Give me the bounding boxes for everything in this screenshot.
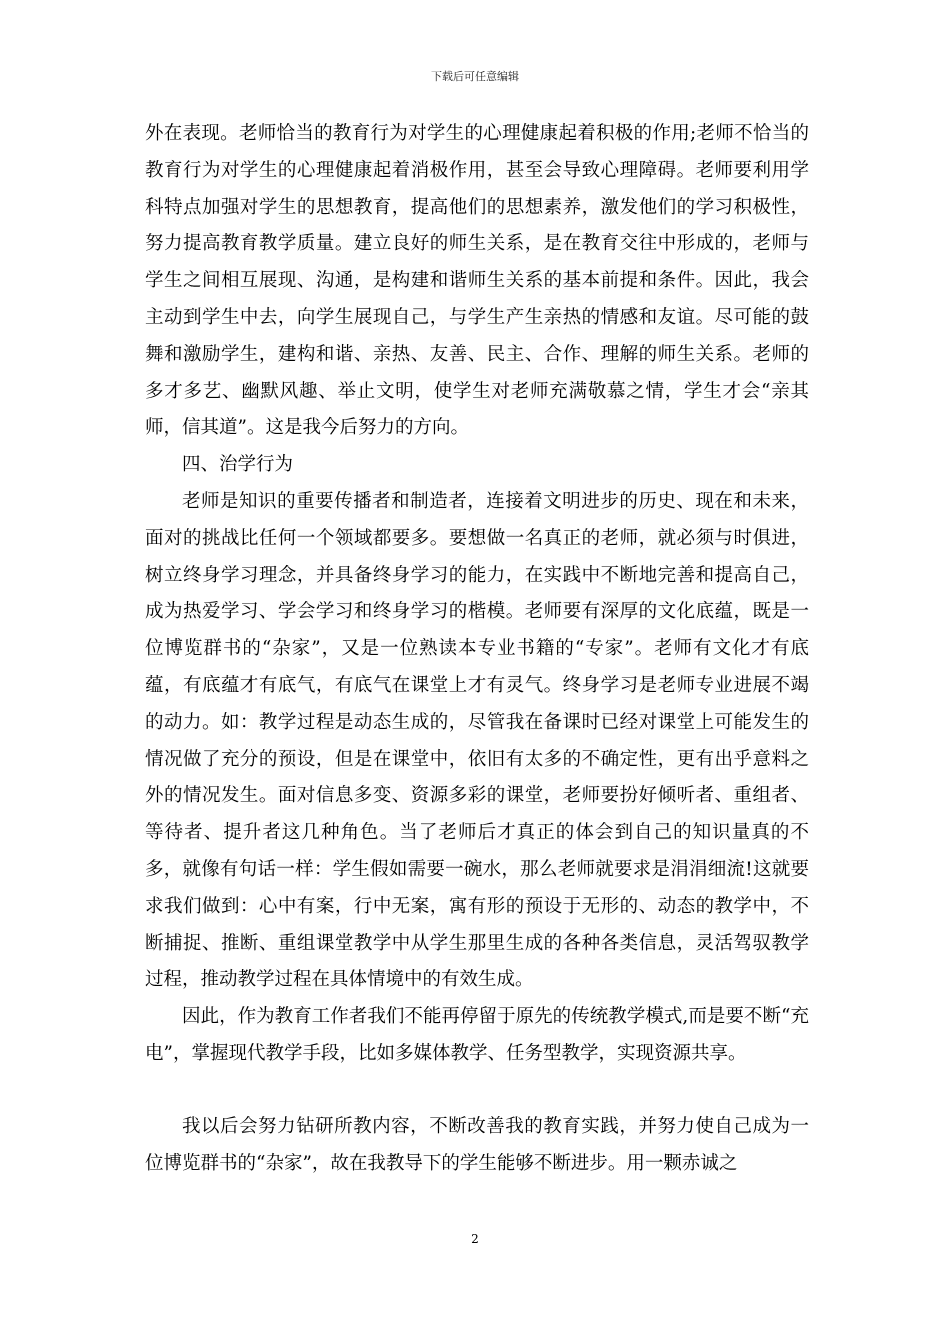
paragraph-spacer — [145, 1073, 809, 1109]
paragraph-lifelong-learning: 老师是知识的重要传播者和制造者，连接着文明进步的历史、现在和未来，面对的挑战比任何一个领域都要多。要想做一名真正的老师，就必须与时俱进，树立终身学习理念，并具备终身学习的能力，在实践中不断地完善和提高自己，成为热爱学习、学会学习和终身学习的楷模。老师要有深厚的文化底蕴，既是一位博览群书的“杂家”，又是一位熟读本专业书籍的“专家”。老师有文化才有底蕴，有底蕴才有底气，有底气在课堂上才有灵气。终身学习是老师专业进展不竭的动力。如：教学过程是动态生成的，尽管我在备课时已经对课堂上可能发生的情况做了充分的预设，但是在课堂中，依旧有太多的不确定性，更有出乎意料之外的情况发生。面对信息多变、资源多彩的课堂，老师要扮好倾听者、重组者、等待者、提升者这几种角色。当了老师后才真正的体会到自己的知识量真的不多，就像有句话一样：学生假如需要一碗水，那么老师就要求是涓涓细流!这就要求我们做到：心中有案，行中无案，寓有形的预设于无形的、动态的教学中，不断捕捉、推断、重组课堂教学中从学生那里生成的各种各类信息，灵活驾驭教学过程，推动教学过程在具体情境中的有效生成。 — [145, 490, 809, 991]
paragraph-future-effort: 我以后会努力钻研所教内容，不断改善我的教育实践，并努力使自己成为一位博览群书的“杂家”，故在我教导下的学生能够不断进步。用一颗赤诚之 — [145, 1115, 809, 1174]
paragraph-teacher-student-relations: 外在表现。老师恰当的教育行为对学生的心理健康起着积极的作用;老师不恰当的教育行为对学生的心理健康起着消极作用，甚至会导致心理障碍。老师要利用学科特点加强对学生的思想教育，提高他们的思想素养，激发他们的学习积极性，努力提高教育教学质量。建立良好的师生关系，是在教育交往中形成的，老师与学生之间相互展现、沟通，是构建和谐师生关系的基本前提和条件。因此，我会主动到学生中去，向学生展现自己，与学生产生亲热的情感和友谊。尽可能的鼓舞和激励学生，建构和谐、亲热、友善、民主、合作、理解的师生关系。老师的多才多艺、幽默风趣、举止文明，使学生对老师充满敬慕之情，学生才会“亲其师，信其道”。这是我今后努力的方向。 — [145, 123, 809, 439]
page-header: 下载后可任意编辑 — [431, 70, 519, 83]
document-body — [145, 116, 809, 1182]
page-number: 2 — [471, 1232, 479, 1246]
paragraph-recharge: 因此，作为教育工作者我们不能再停留于原先的传统教学模式,而是要不断“充电”，掌握现代教学手段，比如多媒体教学、任务型教学，实现资源共享。 — [145, 1006, 809, 1064]
section-heading-scholarship: 四、治学行为 — [182, 454, 294, 476]
